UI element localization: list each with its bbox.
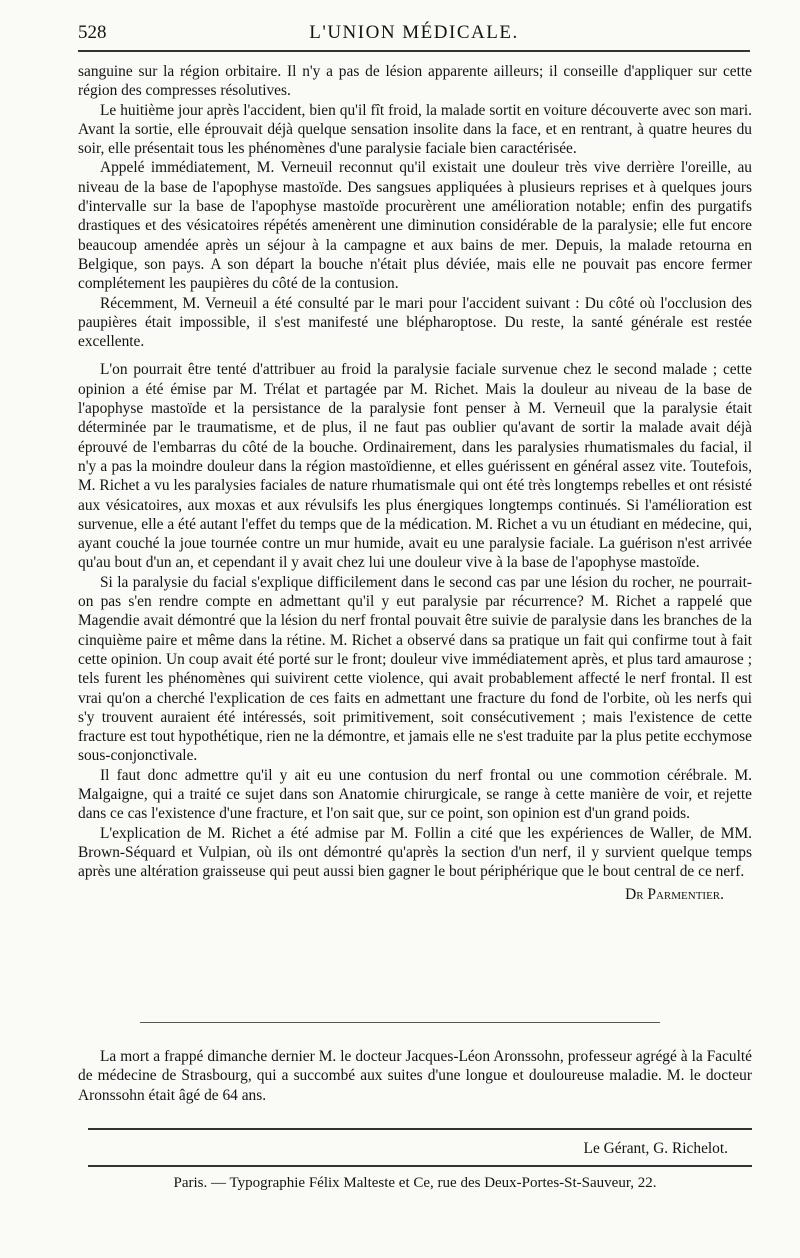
paragraph: Le huitième jour après l'accident, bien qu'il fît froid, la malade sortit en voiture découverte avec son mari. Avant la sortie, elle éprouvait déjà quelque sensation insolite dans la face, et en rentrant, à quatre heures du soir, elle présentait tous les phénomènes d'une paralysie faciale bien caractérisée. [78, 101, 752, 158]
notice-text: La mort a frappé dimanche dernier M. le docteur Jacques-Léon Aronssohn, professeur agrégé à la Faculté de médecine de Strasbourg, qui a succombé aux suites d'une longue et douloureuse maladie. M. le docteur Aronssohn était âgé de 64 ans. [78, 1048, 752, 1104]
paragraph: Récemment, M. Verneuil a été consulté par le mari pour l'accident suivant : Du côté où l'occlusion des paupières était impossible, il s'est manifesté une blépharoptose. Du reste, la santé générale est restée excellente. [78, 294, 752, 351]
footer-rule-bottom [88, 1165, 752, 1167]
footer-rule [88, 1128, 752, 1130]
page-header [78, 22, 750, 48]
paragraph: L'explication de M. Richet a été admise par M. Follin a cité que les expériences de Waller, de MM. Brown-Séquard et Vulpian, où ils ont démontré qu'après la section d'un nerf, il y survient quelque temps après une altération graisseuse qui peut aussi bien gagner le bout périphérique que le bout central de ce nerf. [78, 824, 752, 881]
article-body [78, 62, 752, 905]
paragraph: Appelé immédiatement, M. Verneuil reconnut qu'il existait une douleur très vive derrière l'oreille, au niveau de la base de l'apophyse mastoïde. Des sangsues appliquées à plusieurs reprises et à quelques jours d'intervalle sur la base de l'apophyse mastoïde procurèrent une amélioration notable; enfin des purgatifs drastiques et des vésicatoires répétés amenèrent une diminution considérable de la paralysie; elle fut encore beaucoup amendée après un séjour à la campagne et aux bains de mer. Depuis, la malade retourna en Belgique, son pays. A son départ la bouche n'était plus déviée, mais elle ne pouvait pas encore fermer complétement les paupières du côté de la contusion. [78, 159, 752, 293]
obituary-notice [78, 1047, 752, 1105]
paragraph: Si la paralysie du facial s'explique difficilement dans le second cas par une lésion du rocher, ne pourrait-on pas s'en rendre compte en admettant qu'il y eut paralysie par récurrence? M. Richet a rappelé que Magendie avait démontré que la lésion du nerf frontal pouvait être suivie de paralysie dans les branches de la cinquième paire et même dans la rétine. M. Richet a observé dans sa pratique un fait qui confirme tout à fait cette opinion. Un coup avait été porté sur le front; douleur vive immédiatement après, et plus tard amaurose ; tels furent les phénomènes qui suivirent cette violence, qui avait probablement affecté le nerf frontal. Il est vrai qu'on a cherché l'explication de ces faits en admettant une fracture du fond de l'orbite, où les nerfs qui s'y trouvent auraient été intéressés, soit primitivement, soit consécutivement ; mais l'existence de cette fracture est tout hypothétique, rien ne la démontre, et jamais elle ne s'est traduite par la plus petite ecchymose sous-conjonctivale. [78, 573, 752, 765]
header-rule [78, 50, 750, 52]
paragraph: sanguine sur la région orbitaire. Il n'y a pas de lésion apparente ailleurs; il conseille d'appliquer sur cette région des compresses résolutives. [78, 63, 752, 100]
author-signature: Dr Parmentier. [625, 886, 724, 904]
paragraph: L'on pourrait être tenté d'attribuer au froid la paralysie faciale survenue chez le second malade ; cette opinion a été émise par M. Trélat et partagée par M. Richet. Mais la douleur au niveau de la base de l'apophyse mastoïde et la persistance de la paralysie font penser à M. Verneuil que la paralysie était déterminée par le traumatisme, et de plus, il ne faut pas oublier qu'avant de sortir la malade avait déjà éprouvé de l'embarras du côté de la bouche. Ordinairement, dans les paralysies rhumatismales du facial, il n'y a pas la moindre douleur dans la région mastoïdienne, et elles guérissent en général assez vite. Toutefois, M. Richet a vu les paralysies faciales de nature rhumatismale qui ont été très longtemps rebelles et ont résisté aux vésicatoires, aux moxas et aux révulsifs les plus énergiques longtemps continués. Si l'amélioration est survenue, elle a été autant l'effet du temps que de la médication. M. Richet a vu un étudiant en médecine, qui, ayant couché la joue tournée contre un mur humide, avait eu une paralysie faciale. La guérison n'est arrivée qu'au bout d'un an, et cependant il y avait chez lui une douleur vive à la base de l'apophyse mastoïde. [78, 361, 752, 572]
section-divider [140, 1022, 660, 1023]
running-title: L'UNION MÉDICALE. [309, 22, 519, 43]
page-number: 528 [78, 22, 107, 43]
gerant-line: Le Gérant, G. Richelot. [583, 1140, 728, 1157]
paragraph: Il faut donc admettre qu'il y ait eu une contusion du nerf frontal ou une commotion cérébrale. M. Malgaigne, qui a traité ce sujet dans son Anatomie chirurgicale, se range à cette manière de voir, et rejette dans ce cas l'existence d'une fracture, et l'on sait que, sur ce point, son opinion est d'un grand poids. [78, 766, 752, 823]
printer-imprint: Paris. — Typographie Félix Malteste et Ce, rue des Deux-Portes-St-Sauveur, 22. [173, 1175, 657, 1191]
